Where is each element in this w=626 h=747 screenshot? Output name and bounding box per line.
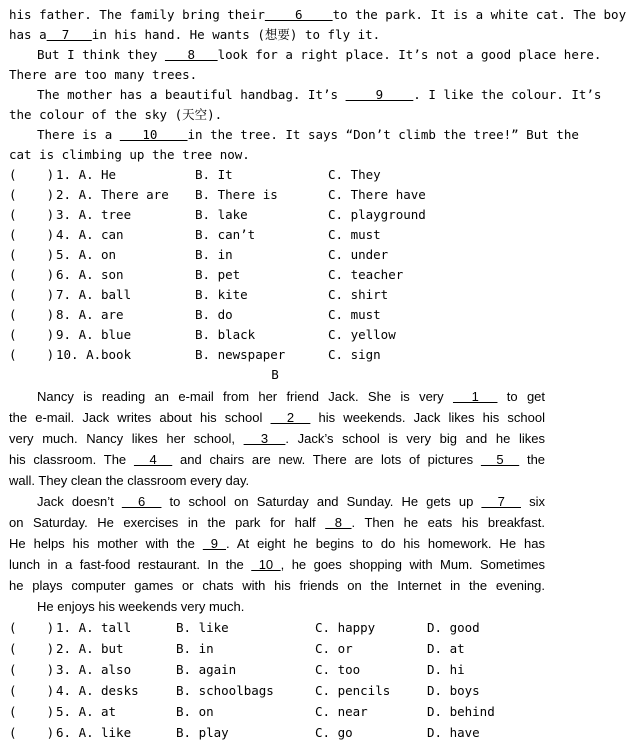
question-number: 4. A.: [56, 227, 94, 242]
blank-3: 3: [243, 431, 286, 446]
passage-a-line-6: [9, 105, 545, 125]
blank-8: 8: [164, 47, 218, 62]
option-d: D. boys: [427, 683, 480, 698]
option-b: B. again: [176, 662, 237, 677]
option-a: blue: [101, 327, 132, 342]
option-c: C. yellow: [328, 327, 396, 342]
text: Nancy is reading an e-mail from her friend Jack. She is very: [37, 389, 453, 404]
answer-paren[interactable]: ( ): [9, 207, 55, 222]
option-b: B. do: [195, 307, 233, 322]
question-row: [9, 305, 545, 325]
option-c: C. near: [315, 704, 368, 719]
question-number: 3. A.: [56, 207, 94, 222]
option-c: C. playground: [328, 207, 426, 222]
option-b: B. on: [176, 704, 214, 719]
passage-a-line-5: [37, 85, 602, 105]
question-row: [9, 285, 545, 305]
passage-a-line-4: [9, 65, 545, 85]
answer-paren[interactable]: ( ): [9, 287, 55, 302]
blank-7: 7: [46, 27, 92, 42]
question-row: [9, 325, 545, 345]
text: , he goes shopping with Mum. Sometimes: [280, 557, 546, 572]
blank-10: 10: [251, 557, 281, 572]
text: He helps his mother with the: [9, 536, 203, 551]
answer-paren[interactable]: ( ): [9, 641, 55, 656]
option-b: B. in: [176, 641, 214, 656]
option-a: can: [101, 227, 124, 242]
option-d: D. at: [427, 641, 465, 656]
question-row: [9, 660, 545, 680]
passage-b-line-2: [9, 408, 545, 428]
blank-7: 7: [481, 494, 521, 509]
question-number: 6. A.: [56, 267, 94, 282]
passage-b-line-6: [37, 492, 545, 512]
option-d: D. have: [427, 725, 480, 740]
text: cat is climbing up the tree now.: [9, 147, 250, 162]
text: in the tree. It says “Don’t climb the tree!” But the: [187, 127, 579, 142]
option-b: B. in: [195, 247, 233, 262]
text: on Saturday. He exercises in the park for half: [9, 515, 326, 530]
answer-paren[interactable]: ( ): [9, 267, 55, 282]
option-c: C. happy: [315, 620, 376, 635]
option-b: B. It: [195, 167, 233, 182]
option-c: C. go: [315, 725, 353, 740]
passage-b-line-4: [9, 450, 545, 470]
option-b: B. schoolbags: [176, 683, 274, 698]
text: . I like the colour. It’s: [413, 87, 602, 102]
answer-paren[interactable]: ( ): [9, 227, 55, 242]
blank-9: 9: [202, 536, 227, 551]
answer-paren[interactable]: ( ): [9, 662, 55, 677]
option-a: book: [101, 347, 132, 362]
option-b: B. like: [176, 620, 229, 635]
passage-b-line-3: [9, 429, 545, 449]
option-b: B. black: [195, 327, 256, 342]
option-b: B. newspaper: [195, 347, 286, 362]
text: very much. Nancy likes her school,: [9, 431, 244, 446]
blank-10: 10: [119, 127, 188, 142]
text: There are too many trees.: [9, 67, 198, 82]
text: to get: [497, 389, 546, 404]
question-row: [9, 185, 545, 205]
question-number: 1. A.: [56, 620, 94, 635]
option-b: B. pet: [195, 267, 241, 282]
question-number: 6. A.: [56, 725, 94, 740]
question-number: 4. A.: [56, 683, 94, 698]
passage-b-line-10: [9, 576, 545, 596]
answer-paren[interactable]: ( ): [9, 167, 55, 182]
option-c: C. They: [328, 167, 381, 182]
text: his classroom. The: [9, 452, 134, 467]
option-a: at: [101, 704, 117, 719]
question-row: [9, 681, 545, 701]
question-row: [9, 345, 545, 365]
section-b-title: B: [271, 367, 279, 382]
option-b: B. can’t: [195, 227, 256, 242]
option-a: There are: [101, 187, 169, 202]
answer-paren[interactable]: ( ): [9, 347, 55, 362]
question-row: [9, 702, 545, 722]
option-a: ball: [101, 287, 132, 302]
blank-6: 6: [121, 494, 162, 509]
passage-b-line-5: [9, 471, 545, 491]
option-c: C. teacher: [328, 267, 404, 282]
blank-4: 4: [133, 452, 173, 467]
option-c: C. shirt: [328, 287, 389, 302]
text: the colour of the sky (天空).: [9, 107, 223, 122]
question-row: [9, 618, 545, 638]
question-number: 9. A.: [56, 327, 94, 342]
question-row: [9, 225, 545, 245]
text: to school on Saturday and Sunday. He gets up: [161, 494, 482, 509]
answer-paren[interactable]: ( ): [9, 307, 55, 322]
passage-a-line-2: [9, 25, 545, 45]
text: . Then he eats his breakfast.: [351, 515, 545, 530]
option-b: B. kite: [195, 287, 248, 302]
answer-paren[interactable]: ( ): [9, 327, 55, 342]
option-a: like: [101, 725, 132, 740]
option-c: C. pencils: [315, 683, 391, 698]
answer-paren[interactable]: ( ): [9, 683, 55, 698]
question-number: 5. A.: [56, 247, 94, 262]
text: has a: [9, 27, 47, 42]
answer-paren[interactable]: ( ): [9, 247, 55, 262]
passage-b-line-1: [37, 387, 545, 407]
option-c: C. sign: [328, 347, 381, 362]
question-number: 3. A.: [56, 662, 94, 677]
text: look for a right place. It’s not a good place here.: [217, 47, 602, 62]
option-a: son: [101, 267, 124, 282]
text: The mother has a beautiful handbag. It’s: [37, 87, 346, 102]
passage-a-line-3: [37, 45, 602, 65]
passage-b-line-7: [9, 513, 545, 533]
text: lunch in a fast-food restaurant. In the: [9, 557, 252, 572]
question-row: [9, 265, 545, 285]
option-d: D. behind: [427, 704, 495, 719]
question-row: [9, 205, 545, 225]
blank-2: 2: [270, 410, 311, 425]
question-row: [9, 723, 545, 743]
text: . At eight he begins to do his homework. He has: [226, 536, 545, 551]
option-a: tree: [101, 207, 132, 222]
question-number: 8. A.: [56, 307, 94, 322]
option-c: C. under: [328, 247, 389, 262]
option-d: D. good: [427, 620, 480, 635]
text: he plays computer games or chats with his friends on the Internet in the evening.: [9, 578, 545, 593]
option-c: C. must: [328, 227, 381, 242]
option-a: He: [101, 167, 117, 182]
text: in his hand. He wants (想要) to fly it.: [91, 27, 381, 42]
passage-a-line-1: [9, 5, 626, 25]
text: wall. They clean the classroom every day.: [9, 473, 250, 488]
option-a: also: [101, 662, 132, 677]
option-a: are: [101, 307, 124, 322]
question-row: [9, 245, 545, 265]
question-number: 2. A.: [56, 187, 94, 202]
option-a: tall: [101, 620, 132, 635]
answer-paren[interactable]: ( ): [9, 620, 55, 635]
option-b: B. lake: [195, 207, 248, 222]
blank-6: 6: [264, 7, 333, 22]
text: his father. The family bring their: [9, 7, 265, 22]
question-number: 7. A.: [56, 287, 94, 302]
text: and chairs are new. There are lots of pictures: [172, 452, 481, 467]
text: his weekends. Jack likes his school: [310, 410, 545, 425]
blank-5: 5: [480, 452, 520, 467]
option-d: D. hi: [427, 662, 465, 677]
question-number: 5. A.: [56, 704, 94, 719]
option-c: C. or: [315, 641, 353, 656]
passage-b-line-11: [37, 597, 545, 617]
passage-b-line-9: [9, 555, 545, 575]
text: . Jack’s school is very big and he likes: [285, 431, 545, 446]
question-number: 10. A.: [56, 347, 102, 362]
question-row: [9, 165, 545, 185]
passage-a-line-8: [9, 145, 545, 165]
question-number: 2. A.: [56, 641, 94, 656]
text: six: [521, 494, 545, 509]
text: Jack doesn’t: [37, 494, 122, 509]
option-a: desks: [101, 683, 139, 698]
option-c: C. There have: [328, 187, 426, 202]
text: the: [519, 452, 546, 467]
question-row: [9, 639, 545, 659]
option-a: but: [101, 641, 124, 656]
text: He enjoys his weekends very much.: [37, 599, 245, 614]
blank-8: 8: [325, 515, 352, 530]
option-b: B. play: [176, 725, 229, 740]
answer-paren[interactable]: ( ): [9, 725, 55, 740]
text: There is a: [37, 127, 120, 142]
text: to the park. It is a white cat. The boy: [332, 7, 626, 22]
passage-a-line-7: [37, 125, 579, 145]
option-c: C. too: [315, 662, 361, 677]
question-number: 1. A.: [56, 167, 94, 182]
passage-b-line-8: [9, 534, 545, 554]
answer-paren[interactable]: ( ): [9, 704, 55, 719]
blank-9: 9: [345, 87, 414, 102]
answer-paren[interactable]: ( ): [9, 187, 55, 202]
option-a: on: [101, 247, 117, 262]
text: But I think they: [37, 47, 165, 62]
option-b: B. There is: [195, 187, 278, 202]
option-c: C. must: [328, 307, 381, 322]
text: the e-mail. Jack writes about his school: [9, 410, 271, 425]
blank-1: 1: [452, 389, 498, 404]
